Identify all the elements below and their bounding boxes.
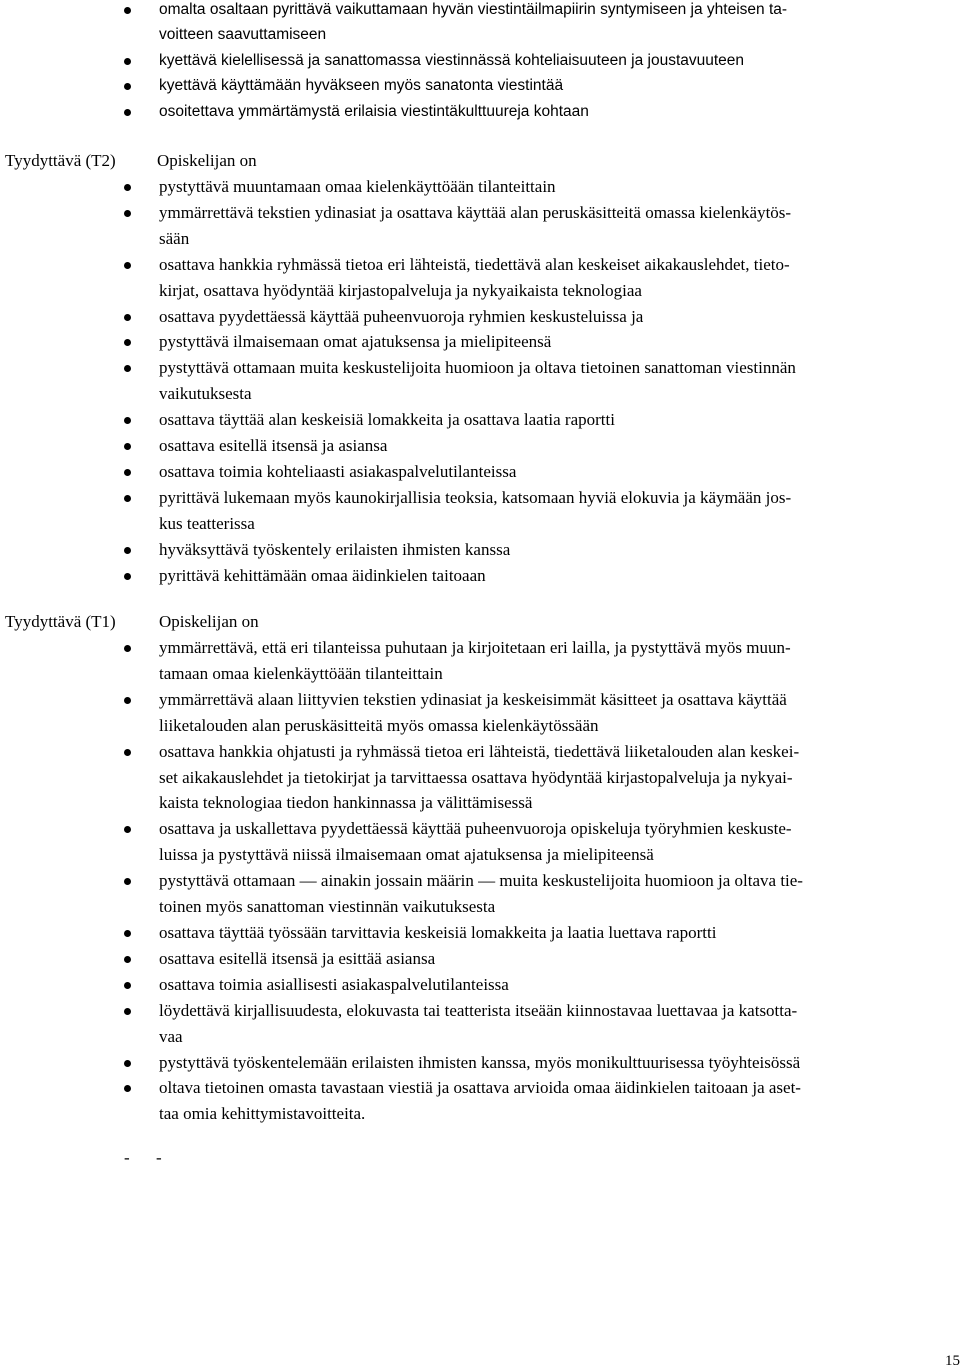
- dash-row: [124, 1145, 188, 1171]
- list-item-line: pystyttävä ottamaan muita keskustelijoita huomioon ja oltava tietoinen sanattoman viestinnän: [159, 358, 796, 378]
- list-item: [0, 920, 960, 946]
- list-item: [0, 972, 960, 998]
- list-item-line: löydettävä kirjallisuudesta, elokuvasta tai teatterista itseään kiinnostavaa luettavaa ja katsotta-: [159, 1000, 798, 1020]
- list-item-line: tamaan omaa kielenkäyttöään tilanteittain: [159, 663, 443, 683]
- dash-mark: -: [156, 1148, 162, 1167]
- list-item-line: omalta osaltaan pyrittävä vaikuttamaan hyvän viestintäilmapiirin syntymiseen ja yhteisen ta-: [159, 1, 788, 18]
- list-item: [0, 200, 960, 252]
- list-item-line: pystyttävä ottamaan — ainakin jossain määrin — muita keskustelijoita huomioon ja oltava tie-: [159, 871, 803, 891]
- intro-bullet-list: [0, 0, 960, 124]
- list-item: [0, 48, 960, 73]
- bullet-icon: [124, 262, 131, 269]
- bullet-icon: [124, 469, 131, 476]
- bullet-icon: [124, 443, 131, 450]
- list-item-line: ymmärrettävä, että eri tilanteissa puhutaan ja kirjoitetaan eri lailla, ja pystyttävä myös muun-: [159, 638, 791, 657]
- list-item: [0, 537, 960, 563]
- bullet-icon: [124, 1060, 131, 1067]
- bullet-icon: [124, 58, 131, 65]
- list-item-line: luissa ja pystyttävä niissä ilmaisemaan omat ajatuksensa ja mielipiteensä: [159, 845, 654, 865]
- list-item-line: osattava hankkia ryhmässä tietoa eri lähteistä, tiedettävä alan keskeiset aikakauslehdet, tieto-: [159, 254, 790, 274]
- list-item: [0, 329, 960, 355]
- bullet-icon: [124, 749, 131, 756]
- t1-bullet-list: [0, 635, 960, 1127]
- bullet-icon: [124, 417, 131, 424]
- list-item: [0, 485, 960, 537]
- grade-level-label: Tyydyttävä (T1): [5, 612, 116, 631]
- bullet-icon: [124, 365, 131, 372]
- list-item-line: kirjat, osattava hyödyntää kirjastopalveluja ja nykyaikaista teknologiaa: [159, 280, 642, 300]
- bullet-icon: [124, 645, 131, 652]
- bullet-icon: [124, 339, 131, 346]
- section-subject: Opiskelijan on: [159, 612, 259, 631]
- bullet-icon: [124, 826, 131, 833]
- list-item: [0, 99, 960, 124]
- list-item-line: ymmärrettävä tekstien ydinasiat ja osattava käyttää alan peruskäsitteitä omassa kielenkäytös-: [159, 202, 792, 222]
- list-item-line: oltava tietoinen omasta tavastaan viestiä ja osattava arvioida omaa äidinkielen taitoaan ja aset-: [159, 1078, 801, 1098]
- list-item: [0, 868, 960, 920]
- list-item: [0, 459, 960, 485]
- bullet-icon: [124, 7, 131, 14]
- list-item-line: osoitettava ymmärtämystä erilaisia viestintäkulttuureja kohtaan: [159, 102, 589, 120]
- list-item: [0, 635, 960, 687]
- list-item: [0, 407, 960, 433]
- list-item: [0, 946, 960, 972]
- list-item-line: vaikutuksesta: [159, 384, 252, 404]
- list-item-line: osattava esitellä itsensä ja asiansa: [159, 436, 388, 456]
- list-item-line: sään: [159, 228, 190, 248]
- bullet-icon: [124, 495, 131, 502]
- list-item-line: osattava pyydettäessä käyttää puheenvuoroja ryhmien keskusteluissa ja: [159, 306, 644, 326]
- bullet-icon: [124, 878, 131, 885]
- bullet-icon: [124, 930, 131, 937]
- list-item: [0, 687, 960, 739]
- bullet-icon: [124, 83, 131, 90]
- list-item-line: pystyttävä työskentelemään erilaisten ihmisten kanssa, myös monikulttuurisessa työyhteisössä: [159, 1052, 801, 1072]
- grade-level-label: Tyydyttävä (T2): [5, 151, 116, 170]
- bullet-icon: [124, 697, 131, 704]
- list-item: [0, 73, 960, 98]
- t2-bullet-list: [0, 174, 960, 589]
- bullet-icon: [124, 184, 131, 191]
- list-item-line: osattava toimia kohteliaasti asiakaspalvelutilanteissa: [159, 461, 517, 481]
- bullet-icon: [124, 210, 131, 217]
- list-item-line: kyettävä käyttämään hyväkseen myös sanatonta viestintää: [159, 77, 564, 95]
- list-item: [0, 0, 960, 48]
- bullet-icon: [124, 547, 131, 554]
- list-item-line: kaista teknologiaa tiedon hankinnassa ja välittämisessä: [159, 793, 533, 813]
- list-item: [0, 304, 960, 330]
- list-item-line: osattava toimia asiallisesti asiakaspalvelutilanteissa: [159, 974, 509, 994]
- section-subject: Opiskelijan on: [157, 151, 257, 170]
- bullet-icon: [124, 1085, 131, 1092]
- list-item-line: osattava täyttää alan keskeisiä lomakkeita ja osattava laatia raportti: [159, 410, 615, 430]
- list-item-line: pyrittävä kehittämään omaa äidinkielen taitoaan: [159, 565, 486, 585]
- list-item-line: hyväksyttävä työskentely erilaisten ihmisten kanssa: [159, 539, 511, 559]
- list-item-line: osattava täyttää työssään tarvittavia keskeisiä lomakkeita ja laatia luettava raportti: [159, 922, 717, 942]
- list-item-line: liiketalouden alan peruskäsitteitä myös omassa kielenkäytössään: [159, 715, 599, 735]
- section-t1-heading: [5, 609, 259, 635]
- list-item: [0, 1075, 960, 1127]
- page-number: 15: [945, 1353, 960, 1369]
- list-item-line: kyettävä kielellisessä ja sanattomassa viestinnässä kohteliaisuuteen ja joustavuuteen: [159, 51, 745, 69]
- bullet-icon: [124, 314, 131, 321]
- list-item-line: pyrittävä lukemaan myös kaunokirjallisia teoksia, katsomaan hyviä elokuvia ja käymään jos-: [159, 487, 792, 507]
- section-t2-heading: [5, 148, 257, 174]
- list-item-line: pystyttävä muuntamaan omaa kielenkäyttöään tilanteittain: [159, 177, 556, 196]
- list-item-line: pystyttävä ilmaisemaan omat ajatuksensa ja mielipiteensä: [159, 332, 552, 352]
- list-item-line: osattava hankkia ohjatusti ja ryhmässä tietoa eri lähteistä, tiedettävä liiketalouden alan keskei-: [159, 741, 800, 761]
- list-item: [0, 739, 960, 817]
- list-item: [0, 563, 960, 589]
- list-item-line: set aikakauslehdet ja tietokirjat ja tarvittaessa osattava hyödyntää kirjastopalveluja ja nykyai-: [159, 767, 793, 787]
- list-item-line: vaa: [159, 1026, 183, 1046]
- list-item: [0, 433, 960, 459]
- list-item-line: ymmärrettävä alaan liittyvien tekstien ydinasiat ja keskeisimmät käsitteet ja osattava käyttää: [159, 689, 787, 709]
- bullet-icon: [124, 956, 131, 963]
- list-item-line: kus teatterissa: [159, 513, 255, 533]
- list-item-line: osattava ja uskallettava pyydettäessä käyttää puheenvuoroja opiskeluja työryhmien keskuste-: [159, 819, 792, 839]
- bullet-icon: [124, 1008, 131, 1015]
- bullet-icon: [124, 573, 131, 580]
- list-item-line: voitteen saavuttamiseen: [159, 26, 327, 44]
- dash-mark: -: [124, 1148, 130, 1167]
- list-item-line: toinen myös sanattoman viestinnän vaikutuksesta: [159, 897, 496, 917]
- bullet-icon: [124, 109, 131, 116]
- list-item: [0, 355, 960, 407]
- bullet-icon: [124, 982, 131, 989]
- list-item: [0, 816, 960, 868]
- list-item: [0, 174, 960, 200]
- list-item: [0, 252, 960, 304]
- list-item-line: osattava esitellä itsensä ja esittää asiansa: [159, 948, 436, 968]
- list-item: [0, 1050, 960, 1076]
- list-item-line: taa omia kehittymistavoitteita.: [159, 1104, 366, 1124]
- list-item: [0, 998, 960, 1050]
